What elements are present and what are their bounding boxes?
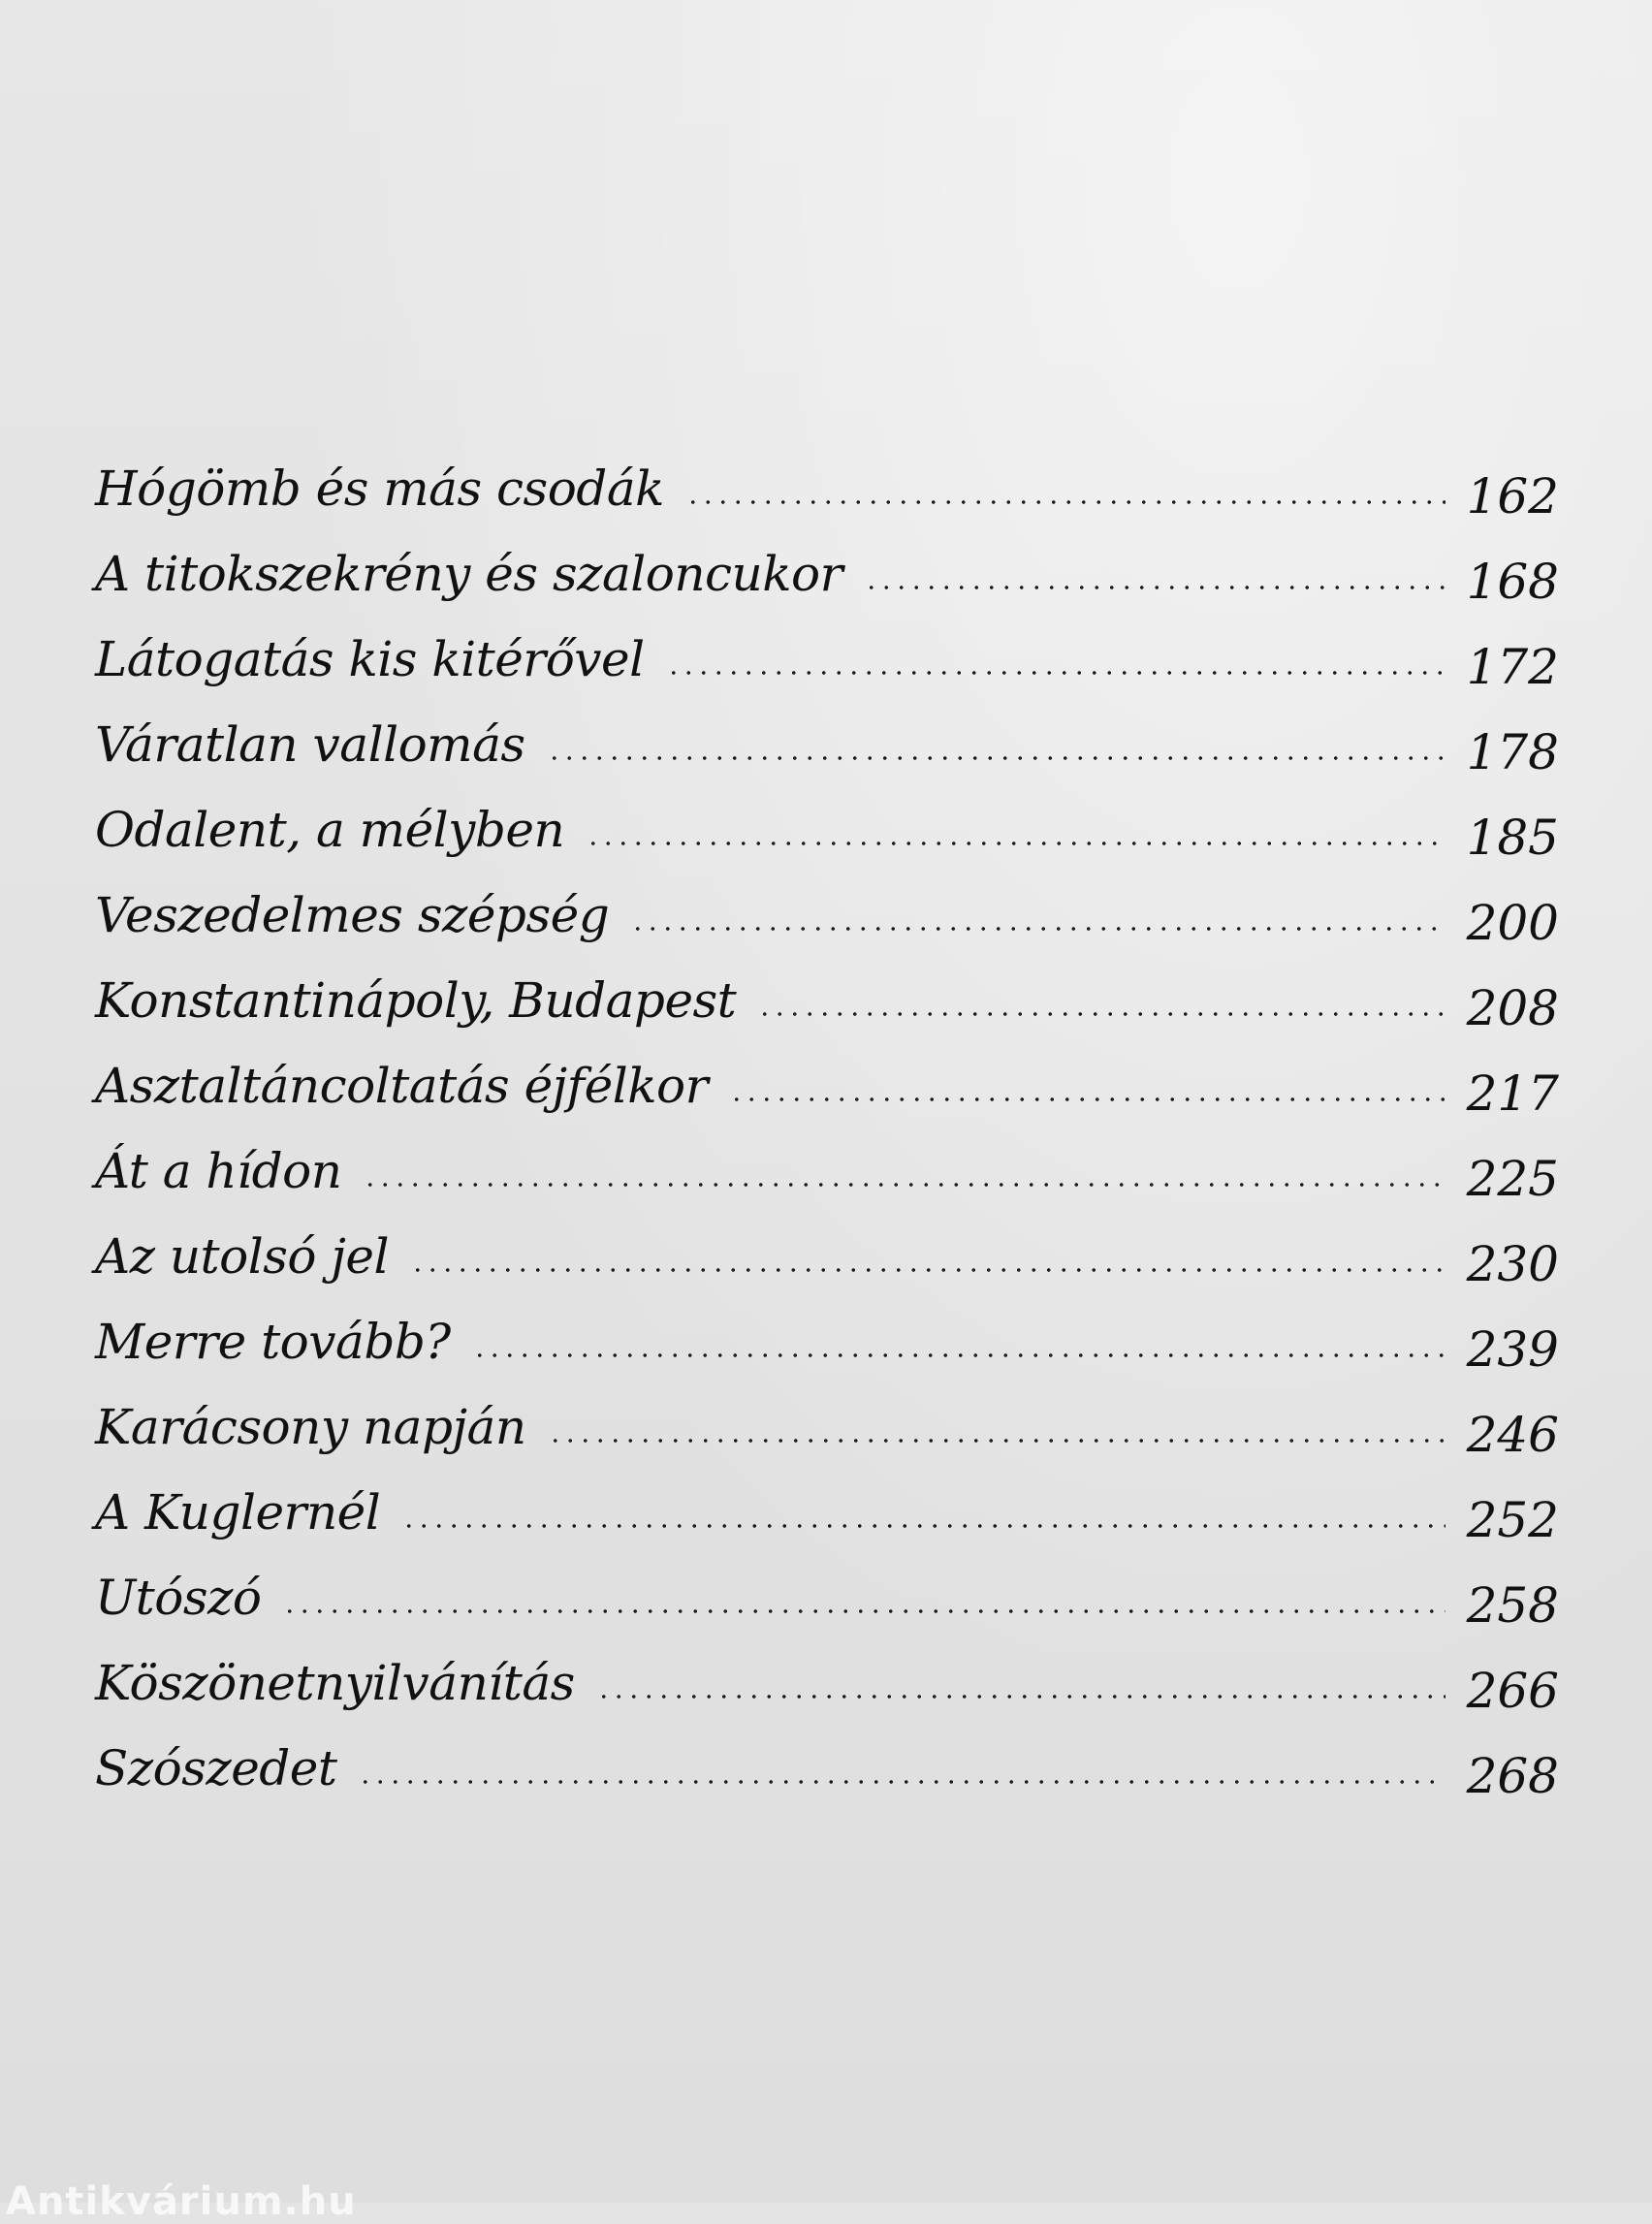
toc-entry xyxy=(95,444,1559,529)
dot-leader xyxy=(757,1012,1445,1016)
toc-entry xyxy=(95,529,1559,615)
toc-entry-page: 225 xyxy=(1466,1151,1559,1207)
dot-leader xyxy=(630,927,1445,931)
toc-entry-page: 258 xyxy=(1466,1577,1559,1634)
toc-entry xyxy=(95,1212,1559,1297)
toc-entry xyxy=(95,700,1559,785)
toc-entry-page: 217 xyxy=(1466,1065,1559,1122)
toc-entry-title: Az utolsó jel xyxy=(95,1228,389,1285)
dot-leader xyxy=(864,586,1446,589)
toc-entry xyxy=(95,1297,1559,1382)
toc-entry-title: Odalent, a mélyben xyxy=(95,802,565,858)
toc-entry-page: 178 xyxy=(1466,724,1559,780)
dot-leader xyxy=(410,1268,1446,1272)
toc-entry xyxy=(95,1041,1559,1127)
toc-entry-title: Látogatás kis kitérővel xyxy=(95,631,645,687)
toc-entry-page: 268 xyxy=(1466,1748,1559,1804)
toc-entry xyxy=(95,871,1559,956)
toc-entry-title: Utószó xyxy=(95,1570,262,1626)
dot-leader xyxy=(586,842,1445,845)
toc-entry xyxy=(95,1127,1559,1212)
watermark: Antikvárium.hu xyxy=(6,2179,357,2224)
toc-entry-title: A titokszekrény és szaloncukor xyxy=(95,546,843,602)
toc-entry-title: Merre tovább? xyxy=(95,1314,451,1370)
toc-entry-title: Konstantinápoly, Budapest xyxy=(95,972,737,1029)
toc-entry-page: 208 xyxy=(1466,980,1559,1036)
toc-entry xyxy=(95,1638,1559,1724)
toc-entry-page: 162 xyxy=(1466,468,1559,524)
toc-entry xyxy=(95,1553,1559,1638)
toc-entry xyxy=(95,1468,1559,1553)
toc-entry-title: Hógömb és más csodák xyxy=(95,461,664,517)
toc-entry xyxy=(95,1724,1559,1809)
toc-entry-title: Köszönetnyilvánítás xyxy=(95,1655,575,1711)
toc-entry-page: 168 xyxy=(1466,554,1559,610)
toc-entry-page: 172 xyxy=(1466,639,1559,695)
dot-leader xyxy=(358,1780,1445,1784)
dot-leader xyxy=(729,1097,1446,1101)
toc-entry xyxy=(95,615,1559,700)
dot-leader xyxy=(596,1695,1446,1699)
toc-entry-title: Karácsony napján xyxy=(95,1399,526,1455)
toc-entry-page: 252 xyxy=(1466,1492,1559,1548)
dot-leader xyxy=(282,1609,1445,1613)
table-of-contents xyxy=(95,444,1559,1809)
toc-entry xyxy=(95,1382,1559,1468)
toc-entry-title: Szószedet xyxy=(95,1740,337,1796)
toc-entry-page: 246 xyxy=(1466,1407,1559,1463)
dot-leader xyxy=(666,671,1446,675)
toc-entry xyxy=(95,785,1559,871)
toc-entry-page: 266 xyxy=(1466,1663,1559,1719)
dot-leader xyxy=(363,1183,1445,1187)
toc-entry-page: 230 xyxy=(1466,1236,1559,1292)
dot-leader xyxy=(472,1353,1446,1357)
toc-entry-title: A Kuglernél xyxy=(95,1484,381,1541)
toc-entry-page: 200 xyxy=(1466,895,1559,951)
toc-entry-title: Veszedelmes szépség xyxy=(95,887,610,943)
toc-entry-page: 185 xyxy=(1466,810,1559,866)
dot-leader xyxy=(547,756,1446,760)
toc-entry-title: Át a hídon xyxy=(95,1143,342,1199)
toc-entry xyxy=(95,956,1559,1041)
toc-entry-title: Asztaltáncoltatás éjfélkor xyxy=(95,1058,709,1114)
dot-leader xyxy=(685,500,1446,504)
dot-leader xyxy=(401,1524,1445,1528)
toc-entry-title: Váratlan vallomás xyxy=(95,716,525,773)
dot-leader xyxy=(548,1439,1446,1443)
toc-entry-page: 239 xyxy=(1466,1321,1559,1378)
